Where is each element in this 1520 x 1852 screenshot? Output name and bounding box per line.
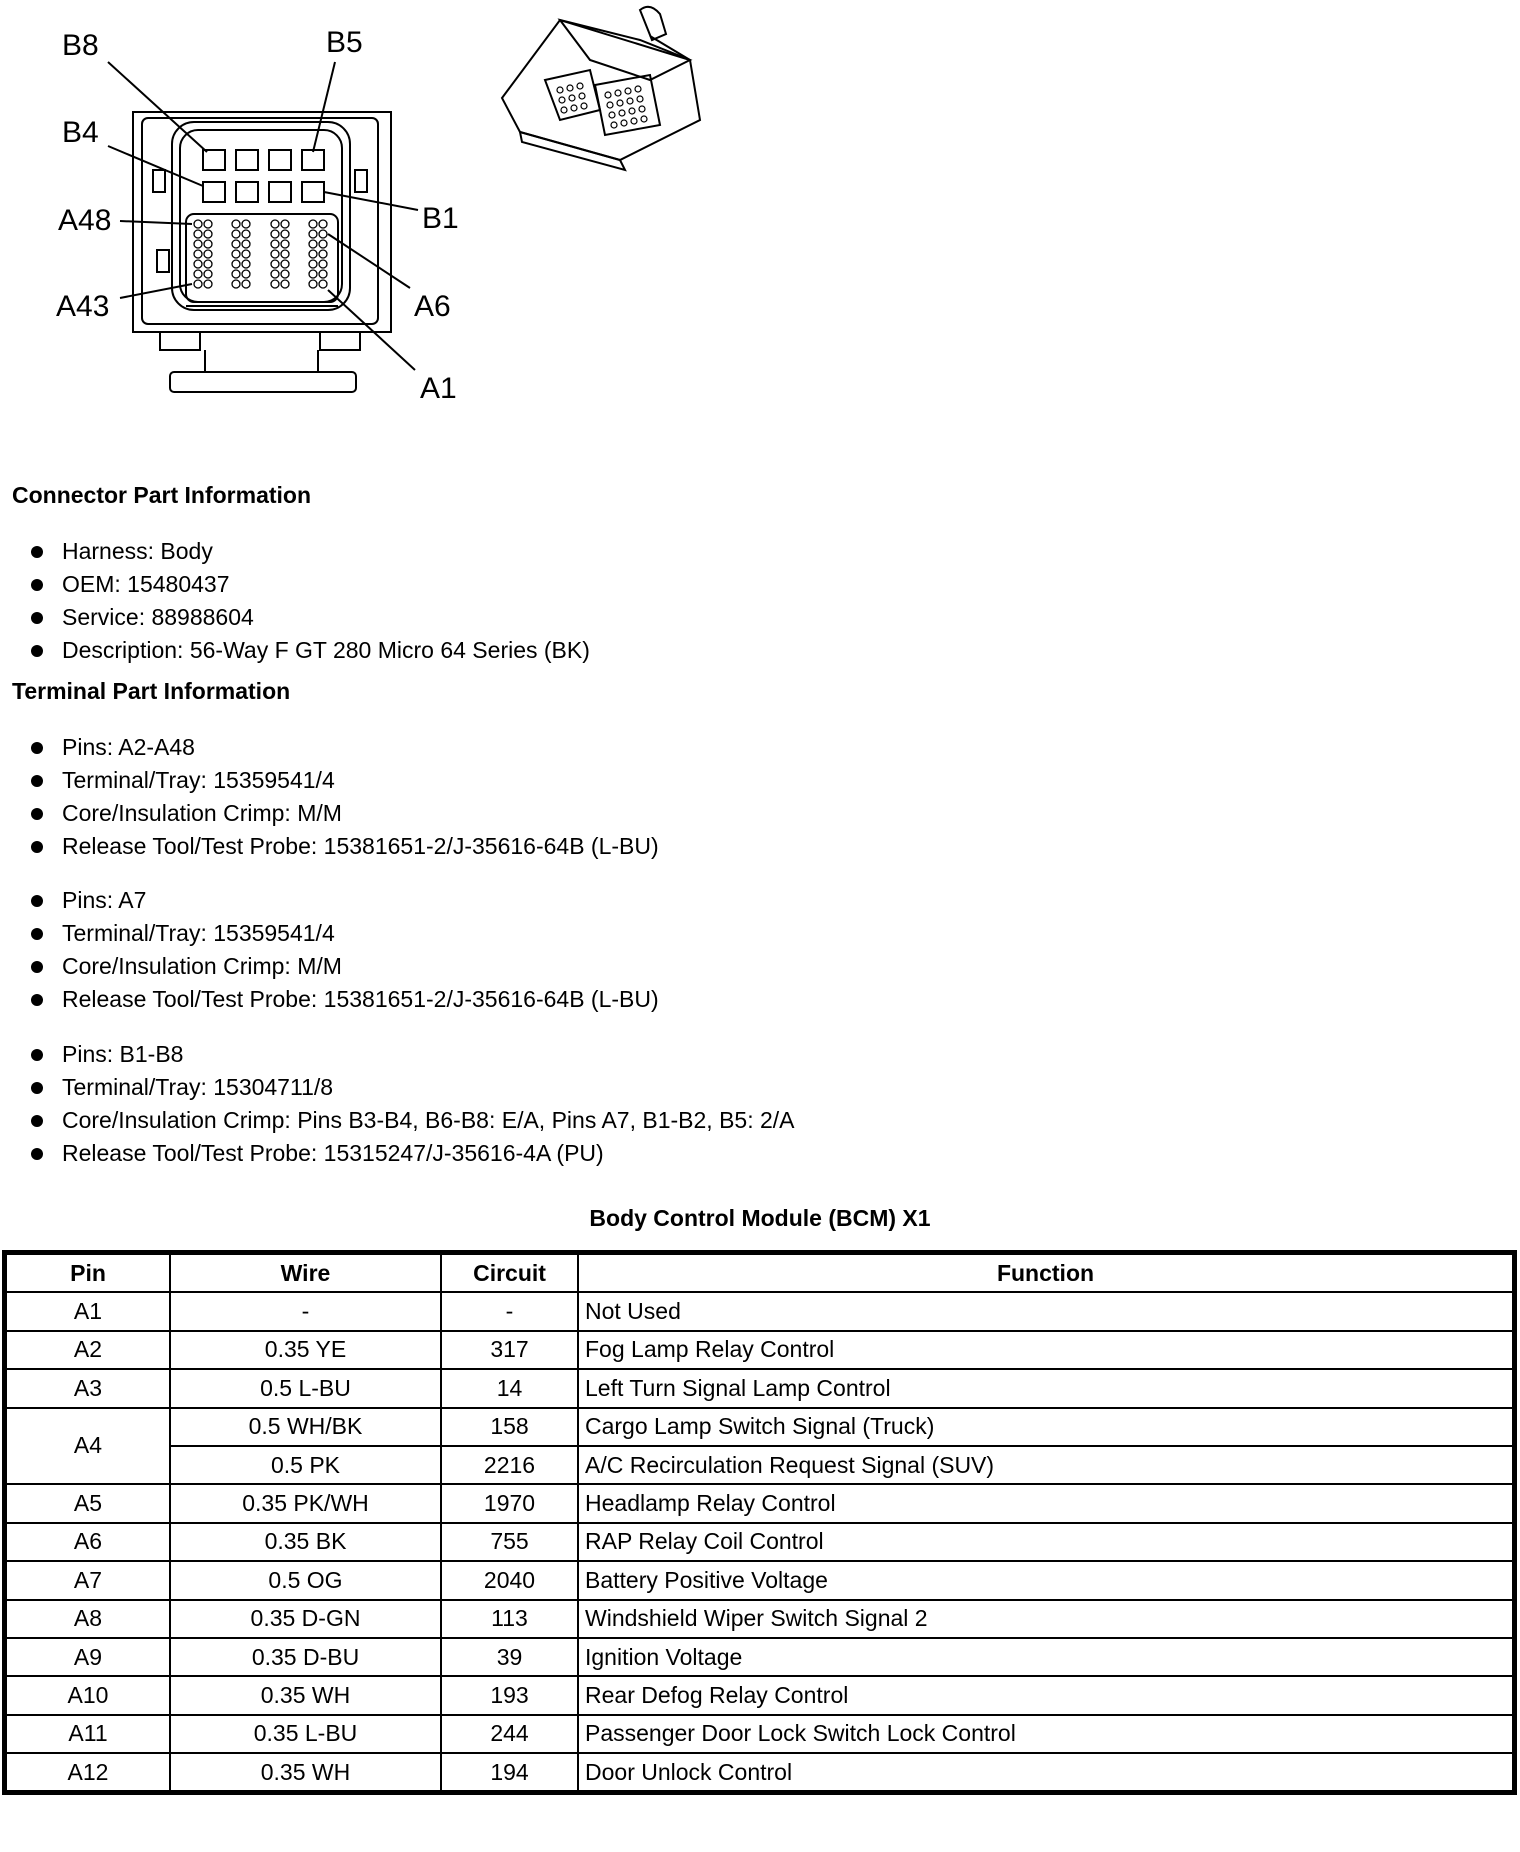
cell-function: Left Turn Signal Lamp Control <box>578 1369 1513 1407</box>
cell-function: Fog Lamp Relay Control <box>578 1331 1513 1369</box>
callout-b8: B8 <box>62 29 99 62</box>
cell-pin: A3 <box>6 1369 170 1407</box>
cell-circuit: 14 <box>441 1369 578 1407</box>
cell-function: Door Unlock Control <box>578 1753 1513 1791</box>
cell-circuit: 755 <box>441 1523 578 1561</box>
callout-a43: A43 <box>56 290 110 323</box>
table-row <box>6 1331 1513 1369</box>
list-item: Terminal/Tray: 15359541/4 <box>0 764 659 797</box>
cell-wire: 0.35 WH <box>170 1676 441 1714</box>
cell-wire: 0.5 PK <box>170 1446 441 1484</box>
table-row <box>6 1561 1513 1599</box>
list-item: Core/Insulation Crimp: M/M <box>0 797 659 830</box>
cell-circuit: 2040 <box>441 1561 578 1599</box>
terminal-info-group-1 <box>0 731 659 863</box>
terminal-info-title: Terminal Part Information <box>12 678 291 704</box>
callout-b1: B1 <box>422 202 459 235</box>
cell-circuit: 2216 <box>441 1446 578 1484</box>
cell-pin: A5 <box>6 1484 170 1522</box>
terminal-info-group-3 <box>0 1038 795 1170</box>
connector-diagram <box>0 0 1520 440</box>
cell-wire: 0.35 PK/WH <box>170 1484 441 1522</box>
list-item: Pins: A7 <box>0 884 659 917</box>
connector-face-view <box>0 0 1520 440</box>
cell-wire: 0.35 D-BU <box>170 1638 441 1676</box>
callout-b5: B5 <box>326 26 363 59</box>
list-item: Release Tool/Test Probe: 15381651-2/J-35616-64B (L-BU) <box>0 830 659 863</box>
list-item: Release Tool/Test Probe: 15381651-2/J-35616-64B (L-BU) <box>0 983 659 1016</box>
table-row <box>6 1484 1513 1522</box>
table-header-row <box>6 1254 1513 1292</box>
cell-circuit: 158 <box>441 1408 578 1446</box>
cell-pin: A9 <box>6 1638 170 1676</box>
cell-pin: A12 <box>6 1753 170 1791</box>
list-item: Core/Insulation Crimp: Pins B3-B4, B6-B8: E/A, Pins A7, B1-B2, B5: 2/A <box>0 1104 795 1137</box>
table-title: Body Control Module (BCM) X1 <box>589 1205 931 1231</box>
table-row <box>6 1369 1513 1407</box>
cell-wire: 0.5 WH/BK <box>170 1408 441 1446</box>
cell-pin: A4 <box>6 1408 170 1485</box>
cell-wire: 0.5 OG <box>170 1561 441 1599</box>
terminal-info-group-2 <box>0 884 659 1016</box>
cell-pin: A6 <box>6 1523 170 1561</box>
header-circuit: Circuit <box>441 1254 578 1292</box>
table-row <box>6 1600 1513 1638</box>
pinout-table <box>5 1253 1514 1792</box>
header-function: Function <box>578 1254 1513 1292</box>
header-wire: Wire <box>170 1254 441 1292</box>
cell-function: Windshield Wiper Switch Signal 2 <box>578 1600 1513 1638</box>
cell-function: Headlamp Relay Control <box>578 1484 1513 1522</box>
cell-function: A/C Recirculation Request Signal (SUV) <box>578 1446 1513 1484</box>
cell-circuit: 1970 <box>441 1484 578 1522</box>
header-pin: Pin <box>6 1254 170 1292</box>
cell-wire: 0.35 WH <box>170 1753 441 1791</box>
callout-a48: A48 <box>58 204 112 237</box>
cell-circuit: 194 <box>441 1753 578 1791</box>
cell-function: Rear Defog Relay Control <box>578 1676 1513 1714</box>
table-row <box>6 1753 1513 1791</box>
cell-circuit: 317 <box>441 1331 578 1369</box>
list-item: Terminal/Tray: 15304711/8 <box>0 1071 795 1104</box>
list-item: Pins: B1-B8 <box>0 1038 795 1071</box>
cell-pin: A11 <box>6 1715 170 1753</box>
callout-a1: A1 <box>420 372 457 405</box>
cell-wire: 0.35 D-GN <box>170 1600 441 1638</box>
cell-circuit: - <box>441 1292 578 1330</box>
cell-function: Battery Positive Voltage <box>578 1561 1513 1599</box>
connector-info-title: Connector Part Information <box>12 482 312 508</box>
cell-wire: 0.35 YE <box>170 1331 441 1369</box>
cell-function: Ignition Voltage <box>578 1638 1513 1676</box>
cell-circuit: 113 <box>441 1600 578 1638</box>
cell-circuit: 193 <box>441 1676 578 1714</box>
list-item: Harness: Body <box>0 535 590 568</box>
table-row <box>6 1638 1513 1676</box>
callout-a6: A6 <box>414 290 451 323</box>
cell-circuit: 39 <box>441 1638 578 1676</box>
list-item: Terminal/Tray: 15359541/4 <box>0 917 659 950</box>
cell-function: Not Used <box>578 1292 1513 1330</box>
callout-b4: B4 <box>62 116 99 149</box>
list-item: Service: 88988604 <box>0 601 590 634</box>
cell-function: Passenger Door Lock Switch Lock Control <box>578 1715 1513 1753</box>
list-item: Description: 56-Way F GT 280 Micro 64 Series (BK) <box>0 634 590 667</box>
cell-wire: 0.35 BK <box>170 1523 441 1561</box>
cell-pin: A10 <box>6 1676 170 1714</box>
cell-circuit: 244 <box>441 1715 578 1753</box>
list-item: Pins: A2-A48 <box>0 731 659 764</box>
cell-pin: A8 <box>6 1600 170 1638</box>
connector-iso-view <box>502 7 700 170</box>
list-item: OEM: 15480437 <box>0 568 590 601</box>
cell-wire: 0.5 L-BU <box>170 1369 441 1407</box>
cell-function: Cargo Lamp Switch Signal (Truck) <box>578 1408 1513 1446</box>
table-row <box>6 1715 1513 1753</box>
table-row <box>6 1292 1513 1330</box>
table-row <box>6 1676 1513 1714</box>
cell-wire: 0.35 L-BU <box>170 1715 441 1753</box>
cell-pin: A7 <box>6 1561 170 1599</box>
cell-wire: - <box>170 1292 441 1330</box>
list-item: Release Tool/Test Probe: 15315247/J-35616-4A (PU) <box>0 1137 795 1170</box>
connector-info-list <box>0 535 590 667</box>
table-row <box>6 1408 1513 1446</box>
table-row <box>6 1523 1513 1561</box>
a-pin-cavities <box>194 220 327 288</box>
list-item: Core/Insulation Crimp: M/M <box>0 950 659 983</box>
cell-pin: A1 <box>6 1292 170 1330</box>
table-row <box>6 1446 1513 1484</box>
cell-pin: A2 <box>6 1331 170 1369</box>
cell-function: RAP Relay Coil Control <box>578 1523 1513 1561</box>
